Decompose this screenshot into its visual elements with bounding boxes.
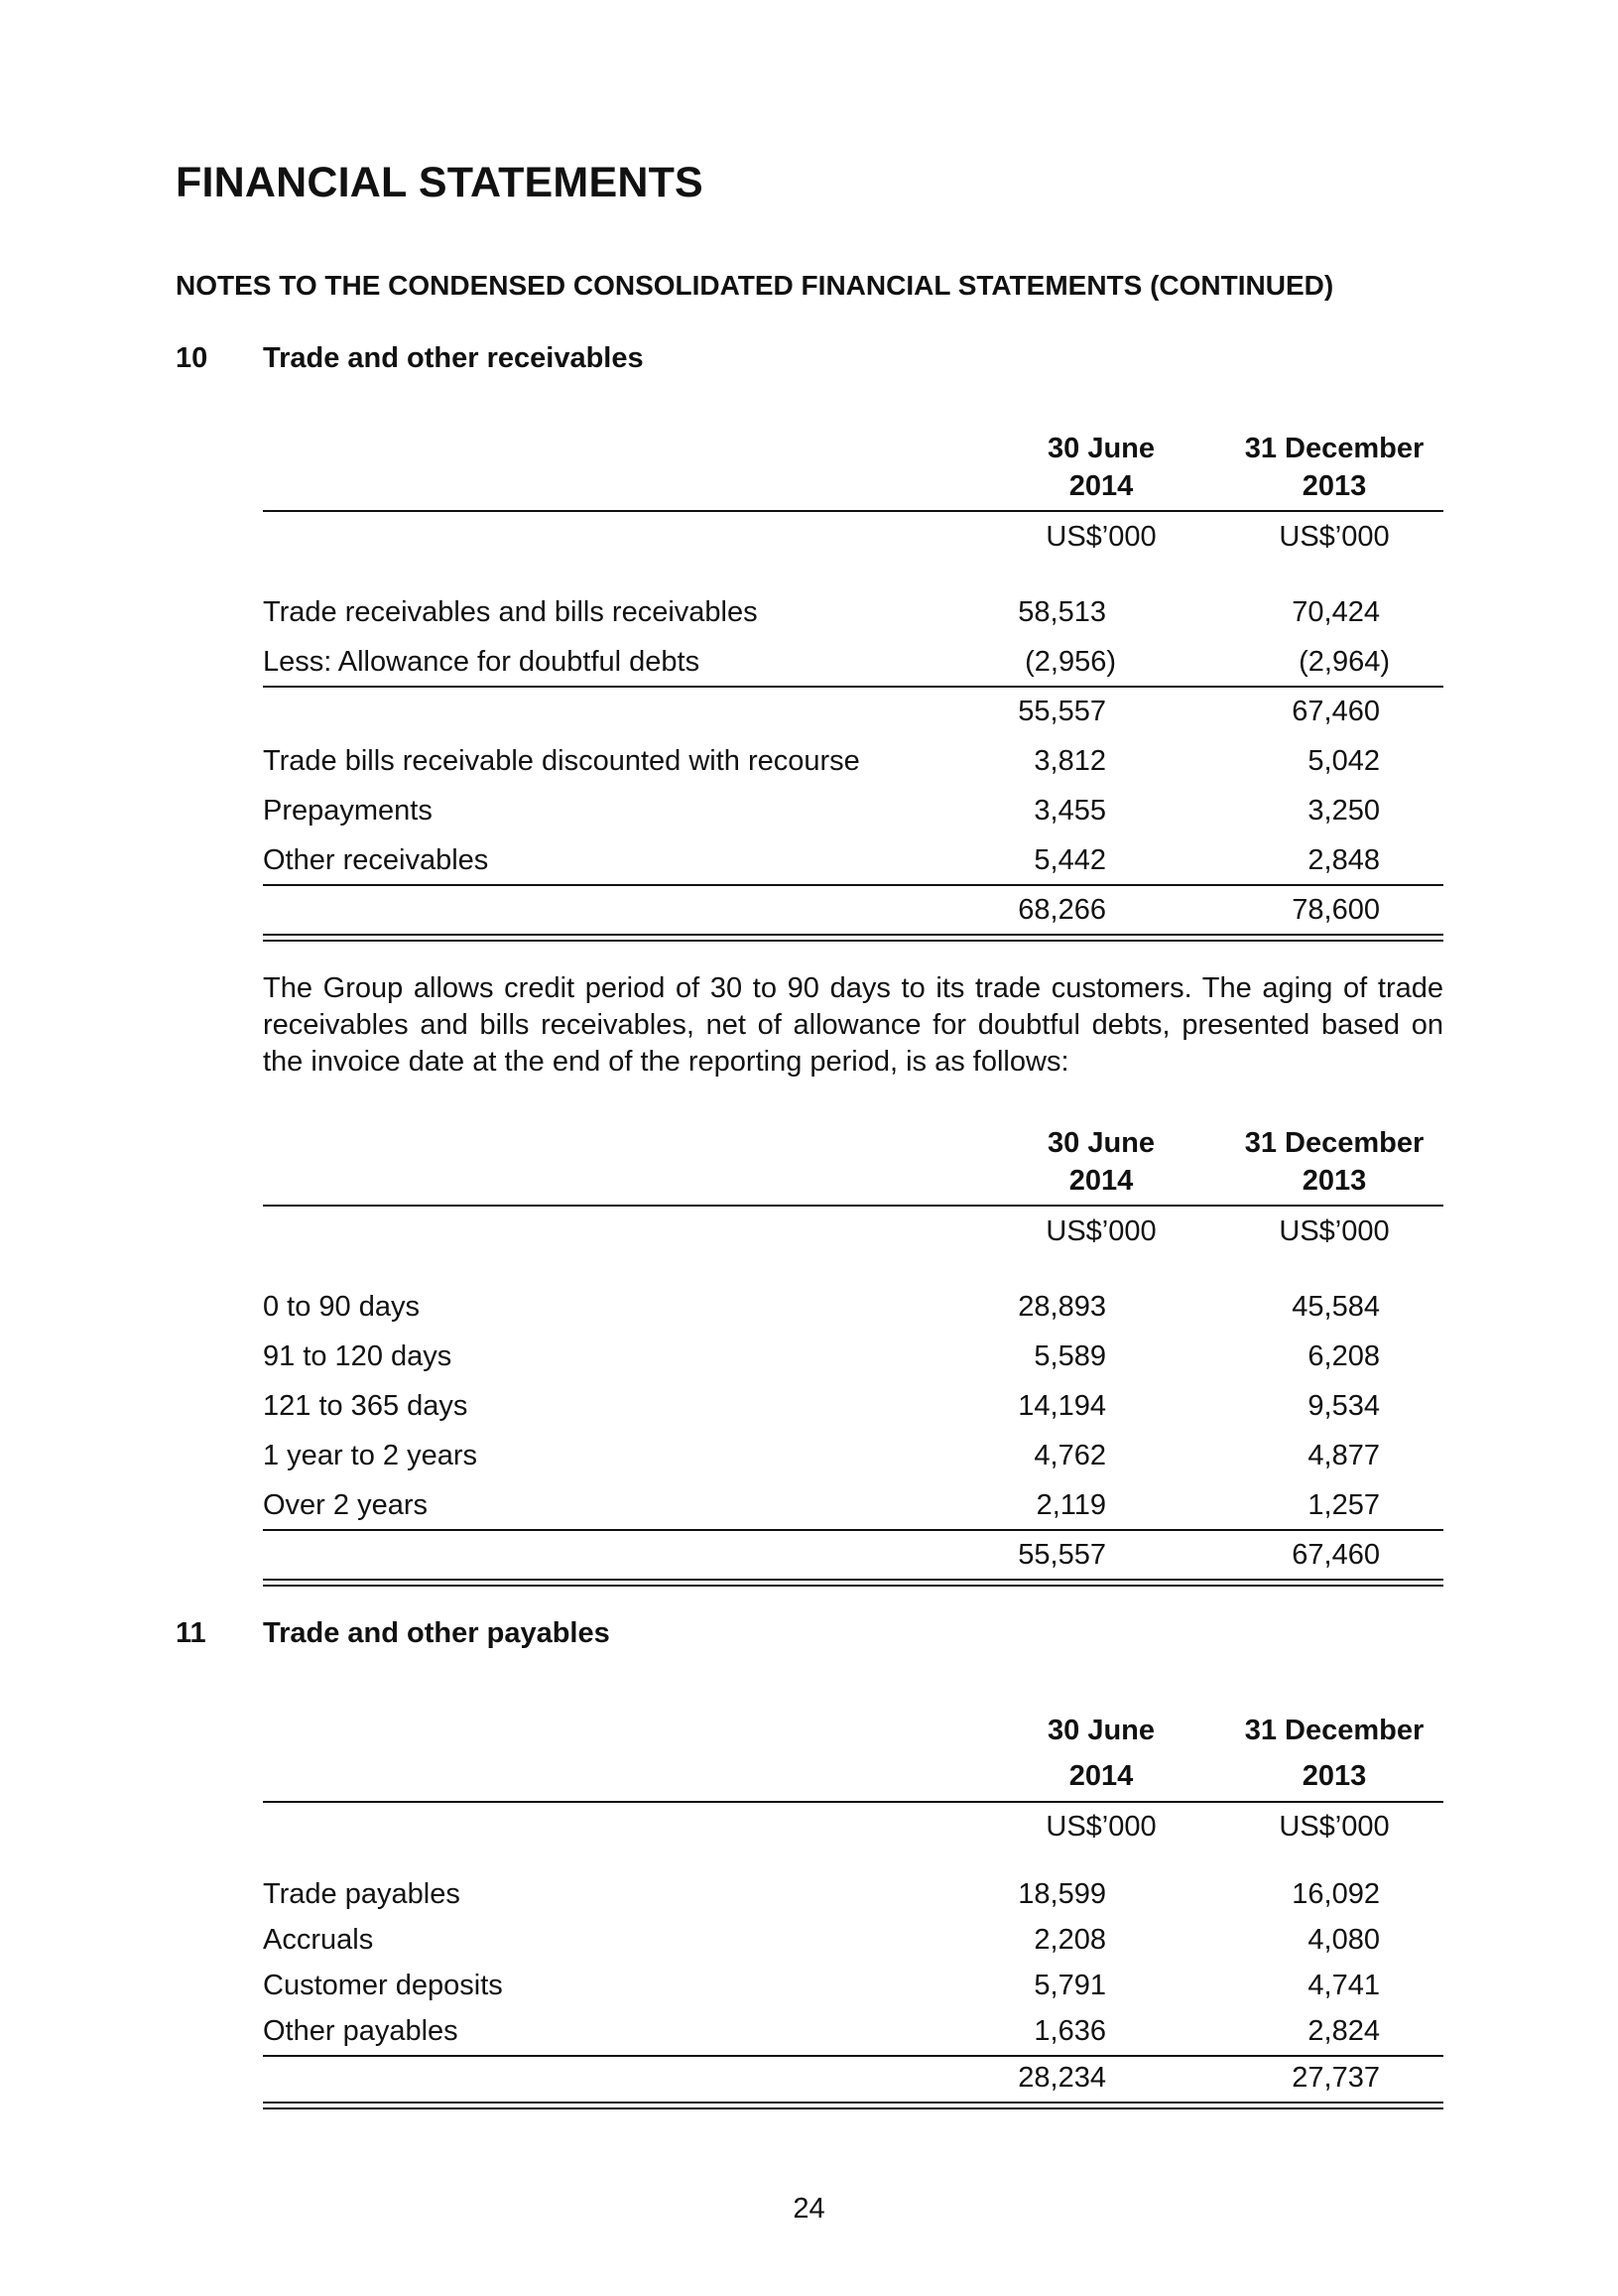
table-row [263,1963,1443,2008]
notes-subtitle: NOTES TO THE CONDENSED CONSOLIDATED FINANCIAL STATEMENTS (CONTINUED) [176,270,1334,301]
row-value-2014: 28,893 [1018,1291,1106,1323]
row-value-2013: 9,534 [1307,1390,1380,1422]
row-label: Other payables [263,2015,458,2047]
row-value-2013: 3,250 [1307,795,1380,827]
col2-header [1215,1124,1453,1200]
header-rule [263,1205,1443,1207]
row-value-2013: 70,424 [1292,596,1380,628]
col2-header-line2: 2013 [1302,470,1367,502]
col2-header-line1: 31 December [1244,1127,1425,1159]
total-row [263,2055,1443,2101]
double-underline [263,2102,1443,2109]
section-11-number: 11 [176,1617,206,1649]
total-row [263,1530,1443,1580]
table-row [263,587,1443,637]
col2-unit: US$’000 [1279,521,1390,553]
section-11-title: Trade and other payables [263,1617,610,1649]
table-row [263,1480,1443,1530]
row-label: Less: Allowance for doubtful debts [263,646,700,678]
col1-header-line1: 30 June [1048,1127,1155,1159]
row-label: 121 to 365 days [263,1390,468,1422]
row-label: Over 2 years [263,1489,428,1521]
col1-header [1002,430,1200,505]
row-value-2014: 28,234 [1018,2062,1106,2094]
receivables-table [263,430,1443,946]
row-value-2014: 4,762 [1034,1440,1106,1471]
col1-header-line2: 2014 [1068,1760,1134,1792]
col1-unit: US$’000 [1046,1811,1157,1843]
table-row [263,1282,1443,1332]
row-value-2014: 68,266 [1018,894,1106,926]
page-title: FINANCIAL STATEMENTS [176,159,703,206]
row-value-2013: 5,042 [1307,745,1380,777]
row-value-2014: 55,557 [1018,696,1106,727]
row-value-2014: 18,599 [1018,1878,1106,1910]
col1-header [1002,1708,1200,1799]
row-value-2014: 3,812 [1034,745,1106,777]
col1-header-line2: 2014 [1068,470,1134,502]
row-value-2014: 5,442 [1034,844,1106,876]
table-row [263,637,1443,687]
row-value-2014: 2,119 [1036,1489,1106,1521]
table-row [263,1917,1443,1963]
subtotal-row [263,687,1443,736]
col1-header-line1: 30 June [1048,433,1155,464]
aging-table [263,1124,1443,1591]
row-value-2013: 6,208 [1307,1340,1380,1372]
row-value-2013: 2,824 [1307,2015,1380,2047]
row-label: 1 year to 2 years [263,1440,477,1471]
row-value-2014: 14,194 [1018,1390,1106,1422]
header-rule [263,1801,1443,1803]
col2-unit: US$’000 [1279,1215,1390,1247]
row-value-2014: 3,455 [1034,795,1106,827]
col1-unit: US$’000 [1046,1215,1157,1247]
header-rule [263,510,1443,512]
row-label: 91 to 120 days [263,1340,452,1372]
row-value-2013: (2,964) [1299,646,1390,678]
row-value-2013: 1,257 [1307,1489,1380,1521]
section-10-title: Trade and other receivables [263,342,644,374]
row-value-2014: 2,208 [1034,1924,1106,1956]
row-value-2013: 4,877 [1307,1440,1380,1471]
table-row [263,786,1443,835]
row-label: 0 to 90 days [263,1291,420,1323]
col1-unit: US$’000 [1046,521,1157,553]
payables-table [263,1708,1443,2114]
row-value-2013: 2,848 [1307,844,1380,876]
col1-header-line1: 30 June [1048,1715,1155,1746]
row-label: Trade payables [263,1878,460,1910]
col1-header-line2: 2014 [1068,1165,1134,1197]
aging-paragraph: The Group allows credit period of 30 to 90 days to its trade customers. The aging of trade receivables and bills receivables, net of allowance for doubtful debts, presented based on the invoice date at the end of the reporting period, is as follows: [263,972,1443,1078]
row-label: Customer deposits [263,1970,503,2001]
row-value-2013: 4,741 [1307,1970,1380,2001]
row-label: Accruals [263,1924,374,1956]
row-value-2013: 27,737 [1292,2062,1380,2094]
row-value-2014: 5,589 [1034,1340,1106,1372]
page-number: 24 [793,2193,825,2225]
row-value-2014: 1,636 [1034,2015,1106,2047]
col2-unit: US$’000 [1279,1811,1390,1843]
row-label: Trade receivables and bills receivables [263,596,758,628]
double-underline [263,934,1443,942]
row-value-2013: 16,092 [1292,1878,1380,1910]
total-row [263,885,1443,935]
row-value-2014: 5,791 [1034,1970,1106,2001]
row-value-2014: 55,557 [1018,1539,1106,1571]
col2-header-line2: 2013 [1302,1760,1367,1792]
col2-header [1215,1708,1453,1799]
col1-header [1002,1124,1200,1200]
row-value-2014: 58,513 [1018,596,1106,628]
col2-header-line1: 31 December [1244,433,1425,464]
table-row [263,1332,1443,1381]
row-label: Prepayments [263,795,433,827]
row-value-2013: 67,460 [1292,1539,1380,1571]
row-label: Other receivables [263,844,489,876]
col2-header-line2: 2013 [1302,1165,1367,1197]
double-underline [263,1579,1443,1587]
table-row [263,1431,1443,1480]
col2-header-line1: 31 December [1244,1715,1425,1746]
table-row [263,1381,1443,1431]
section-10-number: 10 [176,342,208,374]
row-value-2013: 4,080 [1307,1924,1380,1956]
row-value-2013: 45,584 [1292,1291,1380,1323]
col2-header [1215,430,1453,505]
table-row [263,1871,1443,1917]
table-row [263,835,1443,885]
row-value-2013: 78,600 [1292,894,1380,926]
row-value-2013: 67,460 [1292,696,1380,727]
row-label: Trade bills receivable discounted with recourse [263,745,860,777]
table-row [263,2008,1443,2054]
row-value-2014: (2,956) [1025,646,1116,678]
table-row [263,736,1443,786]
